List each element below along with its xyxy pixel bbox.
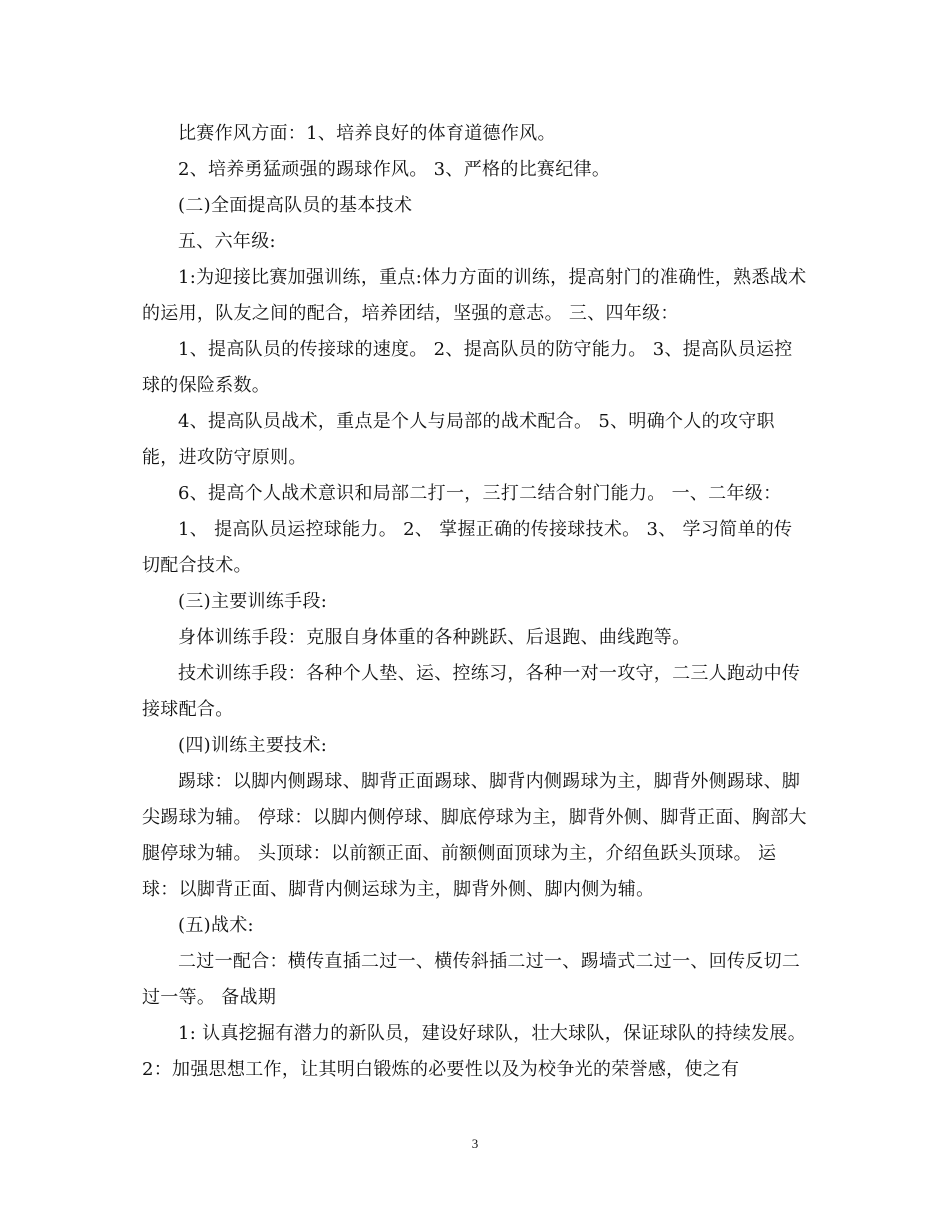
paragraph: 1: 认真挖掘有潜力的新队员，建设好球队，壮大球队，保证球队的持续发展。 2：加强思想工作，让其明白锻炼的必要性以及为校争光的荣誉感，使之有 [142,1023,807,1080]
paragraph: 二过一配合：横传直插二过一、横传斜插二过一、踢墙式二过一、回传反切二过一等。 备战期 [142,951,801,1008]
paragraph: 1、 提高队员运控球能力。 2、 掌握正确的传接球技术。 3、 学习简单的传切配合技术。 [142,519,793,576]
section-heading: (五)战术: [178,915,254,936]
paragraph: 4、提高队员战术，重点是个人与局部的战术配合。 5、明确个人的攻守职能，进攻防守原则。 [142,411,775,468]
paragraph: 1、提高队员的传接球的速度。 2、提高队员的防守能力。 3、提高队员运控球的保险系数。 [142,339,793,396]
subheading: 五、六年级: [178,231,276,252]
document-body [142,116,810,1088]
paragraph: 踢球：以脚内侧踢球、脚背正面踢球、脚背内侧踢球为主，脚背外侧踢球、脚尖踢球为辅。 停球：以脚内侧停球、脚底停球为主，脚背外侧、脚背正面、胸部大腿停球为辅。 头顶球：以前额正面、前额侧面顶球为主，介绍鱼跃头顶球。 运球：以脚背正面、脚背内侧运球为主，脚背外侧、脚内侧为辅。 [142,771,807,900]
paragraph: 身体训练手段：克服自身体重的各种跳跃、后退跑、曲线跑等。 [178,627,691,648]
paragraph: 比赛作风方面：1、培养良好的体育道德作风。 [178,123,556,144]
paragraph: 技术训练手段：各种个人垫、运、控练习，各种一对一攻守，二三人跑动中传接球配合。 [142,663,801,720]
section-heading: (四)训练主要技术: [178,735,328,756]
section-heading: (二)全面提高队员的基本技术 [178,195,413,216]
page-number: 3 [471,1136,479,1151]
section-heading: (三)主要训练手段: [178,591,328,612]
paragraph: 1:为迎接比赛加强训练，重点:体力方面的训练，提高射门的准确性，熟悉战术的运用，队友之间的配合，培养团结，坚强的意志。 三、四年级： [142,267,807,324]
paragraph: 6、提高个人战术意识和局部二打一，三打二结合射门能力。 一、二年级： [178,483,782,504]
paragraph: 2、培养勇猛顽强的踢球作风。 3、严格的比赛纪律。 [178,159,611,180]
